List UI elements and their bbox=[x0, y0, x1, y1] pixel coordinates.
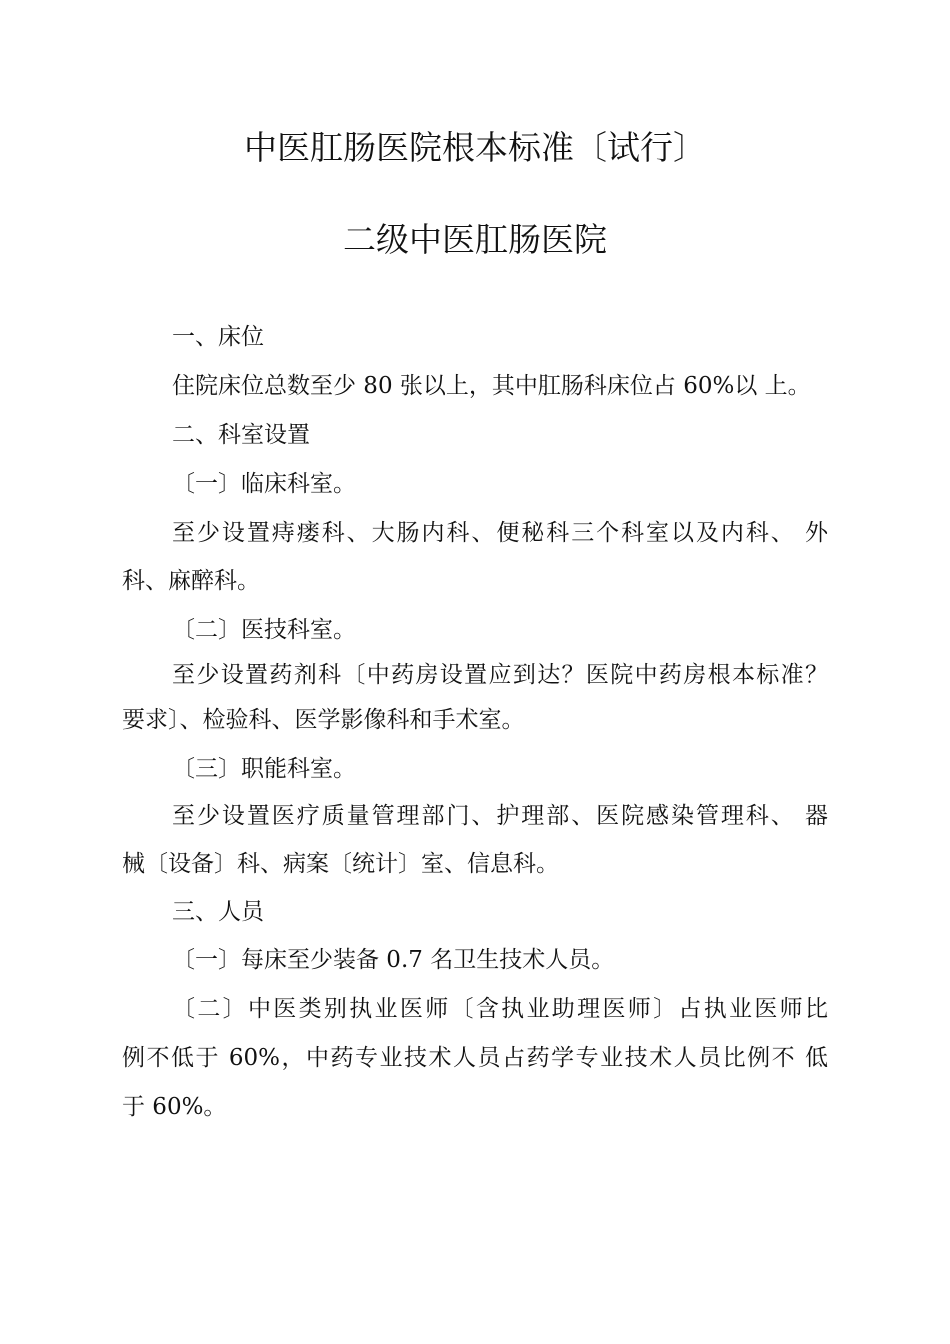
subsection-heading-functional: 〔三〕职能科室。 bbox=[172, 756, 356, 782]
paragraph-clinical-line-2: 科、麻醉科。 bbox=[122, 568, 260, 594]
subsection-heading-medtech: 〔二〕医技科室。 bbox=[172, 617, 356, 643]
document-subtitle: 二级中医肛肠医院 bbox=[343, 220, 607, 259]
paragraph-staff-1: 〔一〕每床至少装备 0.7 名卫生技术人员。 bbox=[172, 947, 615, 973]
paragraph-staff-2-line-1: 〔二〕中医类别执业医师〔含执业助理医师〕占执业医师比 bbox=[172, 996, 828, 1022]
subsection-heading-clinical: 〔一〕临床科室。 bbox=[172, 471, 356, 497]
paragraph-staff-2-line-3: 于 60%。 bbox=[122, 1094, 227, 1120]
paragraph-beds: 住院床位总数至少 80 张以上，其中肛肠科床位占 60%以 上。 bbox=[172, 373, 811, 399]
section-heading-staff: 三、人员 bbox=[172, 899, 264, 925]
document-title: 中医肛肠医院根本标准〔试行〕 bbox=[244, 128, 706, 167]
paragraph-clinical-line-1: 至少设置痔瘘科、大肠内科、便秘科三个科室以及内科、 外 bbox=[172, 520, 828, 546]
paragraph-staff-2-line-2: 例不低于 60%，中药专业技术人员占药学专业技术人员比例不 低 bbox=[122, 1045, 828, 1071]
section-heading-beds: 一、床位 bbox=[172, 324, 264, 350]
paragraph-medtech-line-1: 至少设置药剂科〔中药房设置应到达？医院中药房根本标准？ bbox=[172, 662, 828, 688]
section-heading-departments: 二、科室设置 bbox=[172, 422, 310, 448]
paragraph-functional-line-2: 械〔设备〕科、病案〔统计〕室、信息科。 bbox=[122, 851, 559, 877]
paragraph-functional-line-1: 至少设置医疗质量管理部门、护理部、医院感染管理科、 器 bbox=[172, 803, 828, 829]
paragraph-medtech-line-2: 要求〕、检验科、医学影像科和手术室。 bbox=[122, 707, 525, 733]
